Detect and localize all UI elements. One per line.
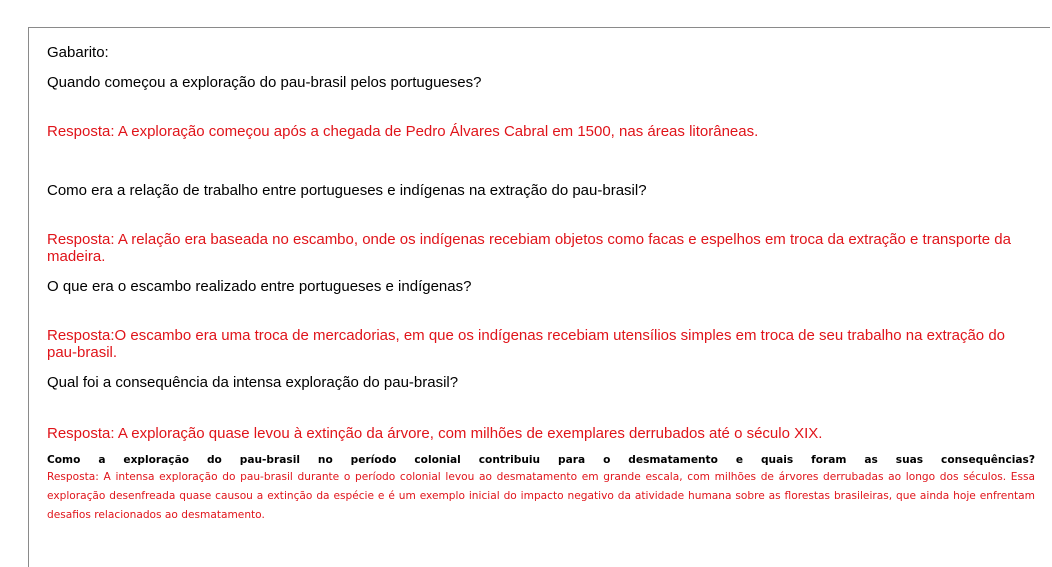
answer-2: Resposta: A relação era baseada no escambo, onde os indígenas recebiam objetos como facas e espelhos em troca da extração e transporte da madeira.	[47, 231, 1011, 265]
answer-1: Resposta: A exploração começou após a chegada de Pedro Álvares Cabral em 1500, nas áreas litorâneas.	[47, 123, 759, 140]
question-2: Como era a relação de trabalho entre portugueses e indígenas na extração do pau-brasil?	[47, 182, 647, 199]
question-1: Quando começou a exploração do pau-brasil pelos portugueses?	[47, 74, 482, 91]
question-4: Qual foi a consequência da intensa exploração do pau-brasil?	[47, 374, 459, 391]
answer-3: Resposta:O escambo era uma troca de mercadorias, em que os indígenas recebiam utensílios simples em troca de seu trabalho na extração do pau-brasil.	[47, 327, 1006, 361]
answer-4: Resposta: A exploração quase levou à extinção da árvore, com milhões de exemplares derrubados até o século XIX.	[47, 425, 823, 442]
question-3: O que era o escambo realizado entre portugueses e indígenas?	[47, 278, 472, 295]
heading: Gabarito:	[47, 44, 109, 61]
document-page	[28, 27, 1050, 567]
question-5: Como a exploração do pau-brasil no período colonial contribuiu para o desmatamento e quais foram as suas consequências?	[47, 454, 1035, 466]
answer-5: Resposta: A intensa exploração do pau-brasil durante o período colonial levou ao desmatamento em grande escala, com milhões de árvores derrubadas ao longo dos séculos. Essa exploração desenfreada quase causou a extinção da espécie e é um exemplo inicial do impacto negativo da atividade humana sobre as florestas brasileiras, que ainda hoje enfrentam desafios relacionados ao desmatamento.	[47, 471, 1035, 521]
